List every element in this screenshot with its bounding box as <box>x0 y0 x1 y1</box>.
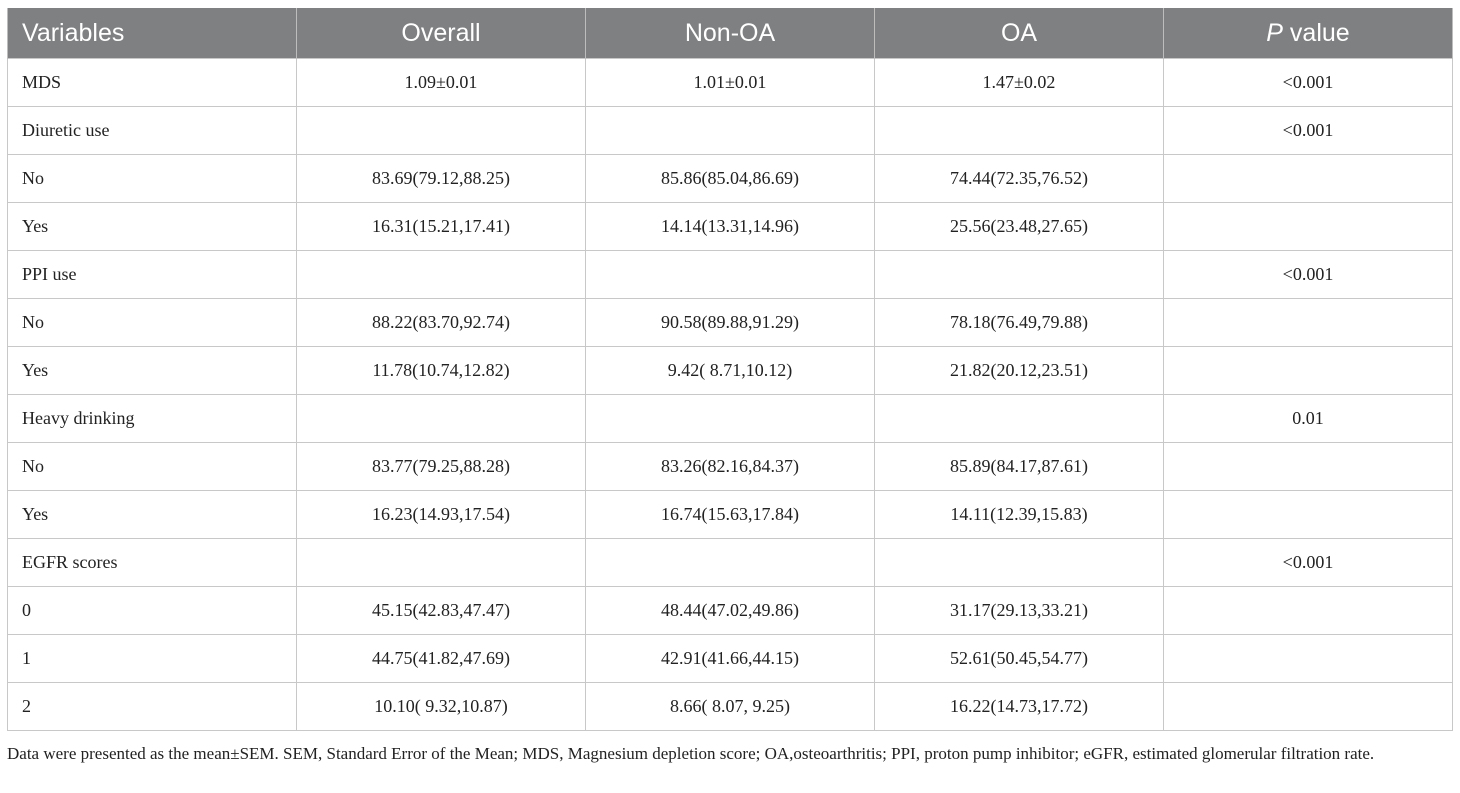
cell-oa <box>875 107 1164 155</box>
cell-overall <box>297 251 586 299</box>
cell-variable: No <box>8 299 297 347</box>
cell-p-value <box>1164 299 1453 347</box>
cell-overall <box>297 395 586 443</box>
table-row <box>8 299 1453 347</box>
header-variables: Variables <box>8 8 297 59</box>
cell-variable: Yes <box>8 203 297 251</box>
data-table-container <box>7 8 1452 731</box>
header-overall: Overall <box>297 8 586 59</box>
cell-p-value: <0.001 <box>1164 107 1453 155</box>
cell-non-oa: 16.74(15.63,17.84) <box>586 491 875 539</box>
cell-non-oa <box>586 395 875 443</box>
cell-p-value <box>1164 203 1453 251</box>
cell-overall: 45.15(42.83,47.47) <box>297 587 586 635</box>
cell-p-value <box>1164 587 1453 635</box>
cell-variable: No <box>8 443 297 491</box>
cell-non-oa: 83.26(82.16,84.37) <box>586 443 875 491</box>
cell-non-oa: 8.66( 8.07, 9.25) <box>586 683 875 731</box>
header-row <box>8 8 1453 59</box>
cell-p-value: <0.001 <box>1164 59 1453 107</box>
cell-variable: Yes <box>8 491 297 539</box>
cell-variable: 0 <box>8 587 297 635</box>
cell-non-oa: 1.01±0.01 <box>586 59 875 107</box>
cell-overall: 83.77(79.25,88.28) <box>297 443 586 491</box>
cell-oa: 52.61(50.45,54.77) <box>875 635 1164 683</box>
cell-variable: 1 <box>8 635 297 683</box>
cell-overall: 83.69(79.12,88.25) <box>297 155 586 203</box>
table-row <box>8 59 1453 107</box>
cell-variable: MDS <box>8 59 297 107</box>
cell-oa <box>875 251 1164 299</box>
cell-oa <box>875 395 1164 443</box>
cell-variable: EGFR scores <box>8 539 297 587</box>
table-footnote: Data were presented as the mean±SEM. SEM, Standard Error of the Mean; MDS, Magnesium depletion score; OA,osteoarthritis; PPI, proton pump inhibitor; eGFR, estimated glomerular filtration rate. <box>7 744 1375 763</box>
table-row <box>8 395 1453 443</box>
header-non-oa: Non-OA <box>586 8 875 59</box>
header-p-value <box>1164 8 1453 59</box>
cell-overall <box>297 107 586 155</box>
table-row <box>8 443 1453 491</box>
table-row <box>8 203 1453 251</box>
cell-oa: 14.11(12.39,15.83) <box>875 491 1164 539</box>
cell-p-value <box>1164 683 1453 731</box>
table-row <box>8 683 1453 731</box>
cell-overall: 11.78(10.74,12.82) <box>297 347 586 395</box>
cell-non-oa <box>586 539 875 587</box>
header-p-letter: P <box>1266 18 1283 47</box>
table-row <box>8 251 1453 299</box>
cell-variable: Diuretic use <box>8 107 297 155</box>
cell-p-value <box>1164 443 1453 491</box>
table-row <box>8 587 1453 635</box>
cell-non-oa: 85.86(85.04,86.69) <box>586 155 875 203</box>
header-p-suffix: value <box>1282 18 1350 47</box>
cell-p-value <box>1164 635 1453 683</box>
table-row <box>8 155 1453 203</box>
cell-non-oa: 90.58(89.88,91.29) <box>586 299 875 347</box>
table-row <box>8 347 1453 395</box>
cell-p-value <box>1164 155 1453 203</box>
table-row <box>8 491 1453 539</box>
cell-variable: No <box>8 155 297 203</box>
cell-p-value <box>1164 347 1453 395</box>
cell-oa: 25.56(23.48,27.65) <box>875 203 1164 251</box>
cell-non-oa: 48.44(47.02,49.86) <box>586 587 875 635</box>
cell-variable: Heavy drinking <box>8 395 297 443</box>
cell-oa: 1.47±0.02 <box>875 59 1164 107</box>
cell-p-value <box>1164 491 1453 539</box>
cell-variable: Yes <box>8 347 297 395</box>
header-oa: OA <box>875 8 1164 59</box>
table-row <box>8 107 1453 155</box>
table-row <box>8 539 1453 587</box>
cell-oa: 16.22(14.73,17.72) <box>875 683 1164 731</box>
cell-oa: 78.18(76.49,79.88) <box>875 299 1164 347</box>
cell-oa: 85.89(84.17,87.61) <box>875 443 1164 491</box>
cell-non-oa: 9.42( 8.71,10.12) <box>586 347 875 395</box>
cell-oa: 31.17(29.13,33.21) <box>875 587 1164 635</box>
cell-overall: 16.31(15.21,17.41) <box>297 203 586 251</box>
cell-non-oa: 42.91(41.66,44.15) <box>586 635 875 683</box>
cell-overall: 88.22(83.70,92.74) <box>297 299 586 347</box>
cell-overall: 1.09±0.01 <box>297 59 586 107</box>
cell-p-value: 0.01 <box>1164 395 1453 443</box>
table-row <box>8 635 1453 683</box>
cell-oa: 21.82(20.12,23.51) <box>875 347 1164 395</box>
cell-p-value: <0.001 <box>1164 251 1453 299</box>
cell-non-oa <box>586 107 875 155</box>
cell-overall: 10.10( 9.32,10.87) <box>297 683 586 731</box>
table-header <box>8 8 1453 59</box>
cell-non-oa: 14.14(13.31,14.96) <box>586 203 875 251</box>
cell-oa <box>875 539 1164 587</box>
table-body <box>8 59 1453 731</box>
cell-overall: 16.23(14.93,17.54) <box>297 491 586 539</box>
cell-variable: 2 <box>8 683 297 731</box>
cell-variable: PPI use <box>8 251 297 299</box>
data-table <box>7 8 1453 731</box>
cell-non-oa <box>586 251 875 299</box>
cell-overall <box>297 539 586 587</box>
cell-oa: 74.44(72.35,76.52) <box>875 155 1164 203</box>
cell-overall: 44.75(41.82,47.69) <box>297 635 586 683</box>
cell-p-value: <0.001 <box>1164 539 1453 587</box>
